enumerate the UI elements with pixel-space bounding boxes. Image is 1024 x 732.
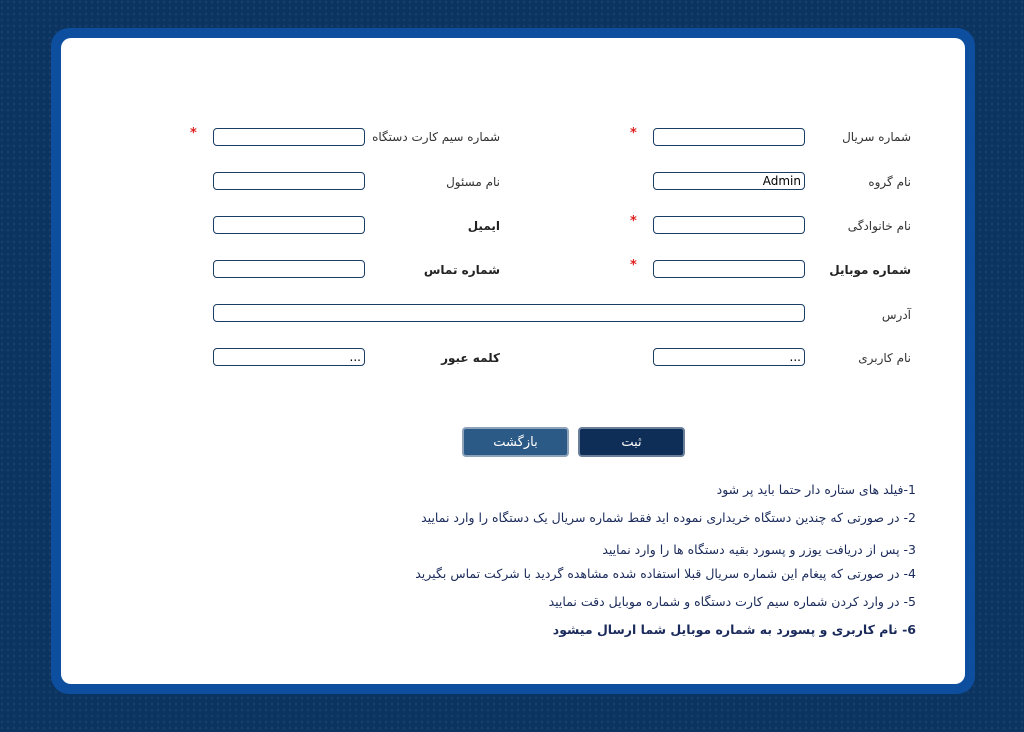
responsible-input[interactable]: [213, 172, 365, 190]
instruction-item: 4- در صورتی که پیغام این شماره سریال قبلا استفاده شده مشاهده گردید با شرکت تماس بگیرید: [415, 566, 916, 581]
serial-required-star: *: [630, 126, 637, 141]
group-label: نام گروه: [868, 175, 911, 189]
submit-button[interactable]: ثبت: [578, 427, 685, 457]
instruction-item: 2- در صورتی که چندین دستگاه خریداری نموده اید فقط شماره سریال یک دستگاه را وارد نمایید: [421, 510, 916, 525]
instruction-item: 3- پس از دریافت یوزر و پسورد بقیه دستگاه ها را وارد نمایید: [602, 542, 916, 557]
username-input[interactable]: [653, 348, 805, 366]
sim-input[interactable]: [213, 128, 365, 146]
mobile-required-star: *: [630, 258, 637, 273]
mobile-input[interactable]: [653, 260, 805, 278]
mobile-label: شماره موبایل: [829, 263, 911, 277]
sim-label: شماره سیم کارت دستگاه: [372, 130, 500, 144]
address-label: آدرس: [881, 308, 911, 322]
password-input[interactable]: [213, 348, 365, 366]
email-label: ایمیل: [467, 219, 500, 233]
phone-label: شماره تماس: [423, 263, 500, 277]
family-label: نام خانوادگی: [847, 219, 911, 233]
serial-label: شماره سریال: [842, 130, 911, 144]
back-button[interactable]: بازگشت: [462, 427, 569, 457]
instruction-item: 1-فیلد های ستاره دار حتما باید پر شود: [716, 482, 916, 497]
responsible-label: نام مسئول: [446, 175, 500, 189]
address-input[interactable]: [213, 304, 805, 322]
serial-input[interactable]: [653, 128, 805, 146]
sim-required-star: *: [190, 126, 197, 141]
username-label: نام کاربری: [858, 351, 911, 365]
phone-input[interactable]: [213, 260, 365, 278]
family-required-star: *: [630, 214, 637, 229]
family-input[interactable]: [653, 216, 805, 234]
instruction-item: 5- در وارد کردن شماره سیم کارت دستگاه و شماره موبایل دقت نمایید: [548, 594, 916, 609]
password-label: کلمه عبور: [441, 351, 500, 365]
instruction-item: 6- نام کاربری و پسورد به شماره موبایل شما ارسال میشود: [552, 622, 916, 637]
group-input[interactable]: [653, 172, 805, 190]
email-input[interactable]: [213, 216, 365, 234]
